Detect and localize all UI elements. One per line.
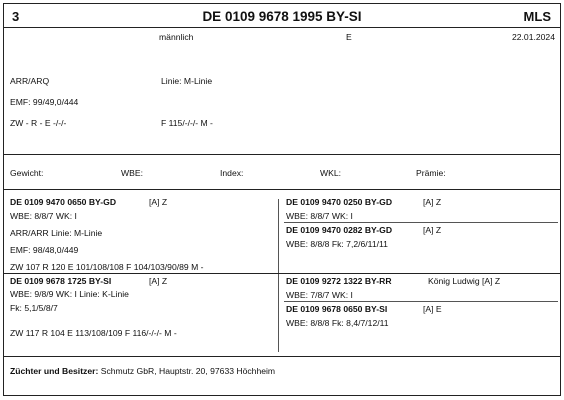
- wbe-label: WBE:: [121, 168, 143, 178]
- father-zw: ZW 107 R 120 E 101/108/108 F 104/103/90/89 M -: [10, 262, 204, 272]
- mm-wbe: WBE: 8/8/8 Fk: 8,4/7/12/11: [286, 318, 389, 328]
- date: 22.01.2024: [511, 32, 555, 42]
- pedigree-card: [3, 3, 561, 396]
- father-wbe: WBE: 8/8/7 WK: I: [10, 211, 77, 221]
- weight-label: Gewicht:: [10, 168, 44, 178]
- breeder-label: Züchter und Besitzer:: [10, 366, 99, 376]
- grade: E: [346, 32, 352, 42]
- divider: [4, 356, 560, 357]
- fm-wbe: WBE: 8/8/8 Fk: 7,2/6/11/11: [286, 239, 388, 249]
- breeder-owner: [10, 366, 275, 376]
- mother-ring: DE 0109 9678 1725 BY-SI: [10, 276, 112, 286]
- f-values: F 115/-/-/- M -: [161, 118, 213, 128]
- praemie-label: Prämie:: [416, 168, 446, 178]
- card-header: [4, 4, 560, 28]
- mother-tag: [A] Z: [149, 276, 168, 286]
- sex: männlich: [159, 32, 194, 42]
- ff-ring: DE 0109 9470 0250 BY-GD: [286, 197, 393, 207]
- fm-ring: DE 0109 9470 0282 BY-GD: [286, 225, 393, 235]
- column-divider: [278, 199, 279, 277]
- divider: [4, 273, 560, 274]
- catalog-number: 3: [12, 9, 20, 24]
- color-genotype: ARR/ARQ: [10, 76, 50, 86]
- mf-ring: DE 0109 9272 1322 BY-RR: [286, 276, 392, 286]
- ring-number-title: DE 0109 9678 1995 BY-SI: [202, 9, 362, 24]
- sub-divider: [284, 301, 558, 302]
- emf: EMF: 99/49,0/444: [10, 97, 79, 107]
- mm-ring: DE 0109 9678 0650 BY-SI: [286, 304, 388, 314]
- wkl-label: WKL:: [320, 168, 342, 178]
- breed-code: MLS: [523, 9, 551, 24]
- breeder-value: Schmutz GbR, Hauptstr. 20, 97633 Höchheim: [100, 366, 276, 376]
- zw: ZW - R - E -/-/-: [10, 118, 67, 128]
- divider: [4, 189, 560, 190]
- column-divider: [278, 277, 279, 352]
- divider: [4, 154, 560, 155]
- mother-zw: ZW 117 R 104 E 113/108/109 F 116/-/-/- M -: [10, 328, 177, 338]
- mf-wbe: WBE: 7/8/7 WK: I: [286, 290, 353, 300]
- father-ring: DE 0109 9470 0650 BY-GD: [10, 197, 117, 207]
- ff-wbe: WBE: 8/8/7 WK: I: [286, 211, 353, 221]
- sub-divider: [284, 222, 558, 223]
- ff-tag: [A] Z: [423, 197, 442, 207]
- mother-wbe: WBE: 9/8/9 WK: I Linie: K-Linie: [10, 289, 129, 299]
- index-label: Index:: [220, 168, 244, 178]
- mm-tag: [A] E: [423, 304, 442, 314]
- line: Linie: M-Linie: [161, 76, 213, 86]
- father-line: ARR/ARR Linie: M-Linie: [10, 228, 103, 238]
- mf-tag: König Ludwig [A] Z: [428, 276, 501, 286]
- father-tag: [A] Z: [149, 197, 168, 207]
- fm-tag: [A] Z: [423, 225, 442, 235]
- mother-fk: Fk: 5,1/5/8/7: [10, 303, 58, 313]
- father-emf: EMF: 98/48,0/449: [10, 245, 79, 255]
